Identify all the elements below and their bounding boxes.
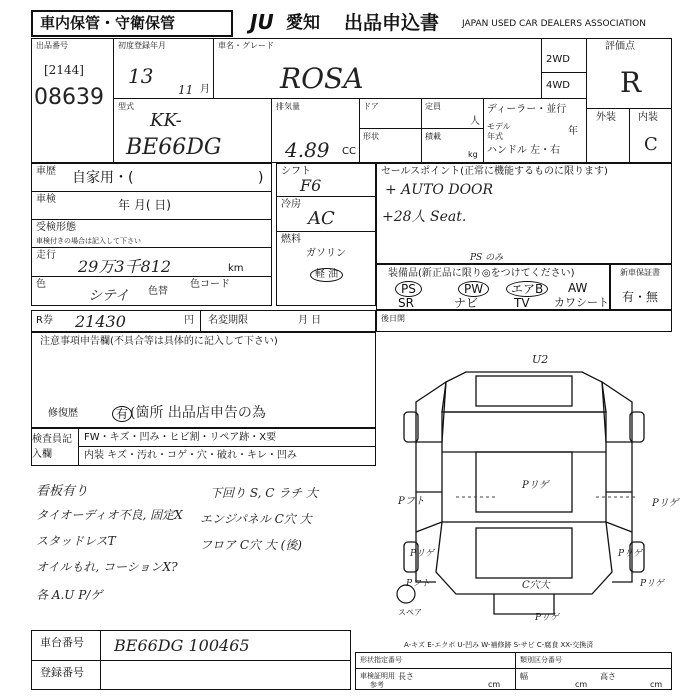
load-label: 積載: [425, 132, 441, 141]
warranty-label: 新車保証書: [620, 268, 660, 277]
equipment-airbag: エアB: [506, 281, 548, 297]
drive-4wd: 4WD: [546, 80, 570, 91]
inspection-value: 年 月( 日): [118, 198, 171, 212]
cm-1: cm: [488, 680, 501, 689]
model-year-label: モデル年式: [487, 122, 511, 141]
association-name: JAPAN USED CAR DEALERS ASSOCIATION: [462, 19, 646, 29]
equipment-label: 装備品(新正品に限り◎をつけてください): [388, 268, 575, 279]
history-value: 自家用・(: [72, 170, 134, 186]
recycle-fee-label: R券: [36, 315, 53, 326]
diagram-label-3: Pリゲ: [652, 498, 679, 509]
sales-point-1: + AUTO DOOR: [385, 182, 494, 198]
form-label-2: 類別区分番号: [520, 656, 562, 664]
diagram-label-7: Pフト: [406, 579, 431, 589]
exterior-label: 外装: [596, 112, 616, 123]
fuel-gasoline: ガソリン: [306, 248, 346, 259]
name-change-value: 月 日: [298, 315, 322, 326]
reg-label: 登録番号: [40, 666, 84, 679]
shape-label: 形状: [363, 132, 379, 141]
storage-title: 車内保管・守衛保管: [40, 14, 176, 32]
repair-note: (箇所 出品店申告の為: [130, 405, 266, 421]
color-change: 色替: [148, 286, 168, 297]
cert-label: 車検証明用: [360, 672, 395, 680]
history-grid: [31, 163, 272, 306]
equipment-aw: AW: [568, 281, 588, 295]
check-interior: 内装 キズ・汚れ・コゲ・穴・破れ・キレ・凹み: [84, 450, 297, 461]
cert-box: [355, 652, 672, 690]
model-prefix: KK-: [150, 110, 182, 131]
after-label: 後日開: [381, 314, 405, 323]
load-unit: kg: [468, 150, 478, 159]
diagram-label-8: Pリゲ: [640, 579, 664, 589]
mileage-value: 29万3千812: [78, 257, 172, 276]
ac-label: 冷房: [281, 199, 301, 210]
dealer-label: ディーラー・並行: [487, 104, 567, 115]
spare-label: スペア: [398, 608, 422, 617]
handwritten-note-3: スタッドレスT: [36, 534, 116, 548]
equipment-ps: PS: [395, 281, 422, 297]
length-label: 長さ: [398, 672, 414, 681]
car-name-label: 車名・グレード: [218, 41, 274, 50]
first-reg-year: 13: [128, 64, 154, 88]
equipment-seat: カワシート: [554, 296, 609, 309]
chassis-value: BE66DG 100465: [114, 636, 250, 655]
handwritten-note-5: 各 A.U P/ゲ: [36, 588, 103, 602]
equipment-navi: ナビ: [454, 296, 479, 310]
displacement-value: 4.89: [285, 138, 330, 162]
form-title: 出品申込書: [344, 12, 440, 34]
month-suffix: 月: [200, 84, 210, 95]
diagram-label-1: Pリゲ: [522, 480, 549, 491]
shift-value: F6: [300, 176, 322, 195]
color-label: 色: [36, 279, 46, 290]
diagram-label-9: Pリゲ: [535, 613, 559, 623]
warranty-value: 有・無: [622, 290, 659, 304]
cm-3: cm: [650, 680, 663, 689]
handle-label: ハンドル 左・右: [487, 145, 561, 156]
grade-value: R: [620, 66, 642, 99]
handwritten-note-1: 看板有り: [36, 484, 89, 499]
damage-legend: A-キズ E-エクボ U-凹み W-補修跡 S-サビ C-腐食 XX-交換済: [404, 641, 594, 649]
capacity-unit: 人: [470, 116, 480, 127]
displacement-unit: CC: [342, 146, 356, 157]
recycle-fee-value: 21430: [75, 312, 126, 331]
diagram-label-2: Pフト: [398, 496, 425, 507]
equipment-pw: PW: [458, 281, 489, 297]
listing-number-label: 出品番号: [36, 41, 68, 50]
sales-point-3: PS のみ: [470, 253, 504, 263]
fuel-label: 燃料: [281, 234, 301, 245]
width-label: 幅: [520, 672, 528, 681]
first-reg-label: 初度登録年月: [118, 41, 166, 50]
caution-label: 注意事項申告欄(不具合等は具体的に記入して下さい): [40, 336, 278, 347]
model-code: BE66DG: [126, 135, 222, 160]
first-reg-month: 11: [178, 83, 194, 97]
lot-small: [2144]: [44, 63, 84, 77]
interior-value: C: [644, 134, 658, 155]
history-close: ): [258, 170, 264, 186]
handwritten-note-7: エンジパネル C穴 大: [200, 512, 312, 526]
check-fw: FW・キズ・凹み・ヒビ割・リペア跡・X要: [84, 432, 277, 443]
capacity-label: 定員: [425, 102, 441, 111]
equipment-sr: SR: [398, 296, 414, 310]
sales-point-2: +28人 Seat.: [382, 209, 467, 225]
fuel-diesel: 軽 油: [310, 268, 343, 282]
recycle-label: 受検形態: [36, 222, 76, 233]
model-label: 型式: [118, 102, 134, 111]
ref-label: 参考: [370, 681, 384, 689]
shift-label: シフト: [281, 166, 311, 177]
equipment-tv: TV: [514, 296, 530, 310]
ac-value: AC: [308, 208, 335, 229]
mileage-unit: km: [228, 263, 244, 274]
ju-logo: JU: [250, 10, 274, 34]
form-label-1: 形状指定番号: [360, 656, 402, 664]
handwritten-note-6: 下回り S, C ラチ 大: [210, 486, 319, 500]
handwritten-note-8: フロア C穴 大 (後): [200, 538, 302, 552]
diagram-label-6: Pリゲ: [618, 549, 642, 559]
grade-label: 評価点: [605, 41, 635, 52]
height-label: 高さ: [600, 672, 616, 681]
repair-value: 有: [112, 406, 132, 422]
inspection-label: 車検: [36, 194, 56, 205]
inspector-label: 検査員記入欄: [32, 434, 72, 460]
handwritten-note-4: オイルもれ, コーションX?: [36, 560, 178, 574]
recycle-sub: 車検付きの場合は記入して下さい: [36, 237, 141, 245]
color-code-label: 色コード: [190, 279, 230, 290]
drive-2wd: 2WD: [546, 54, 570, 65]
diagram-label-5: C穴大: [522, 580, 550, 591]
displacement-label: 排気量: [276, 102, 300, 111]
cm-2: cm: [575, 680, 588, 689]
interior-label: 内装: [638, 112, 658, 123]
yen: 円: [184, 315, 194, 326]
door-label: ドア: [363, 102, 379, 111]
after-box: [376, 310, 672, 332]
sales-point-label: セールスポイント(正常に機能するものに限ります): [381, 166, 608, 177]
name-change-label: 名変期限: [208, 315, 248, 326]
diagram-top-label: U2: [532, 353, 549, 366]
car-name: ROSA: [280, 62, 364, 95]
year-suffix: 年: [568, 126, 578, 137]
color-value: シテイ: [88, 288, 130, 304]
history-label: 車歴: [36, 166, 56, 177]
diagram-label-4: Pリゲ: [410, 549, 434, 559]
chassis-label: 車台番号: [40, 636, 84, 649]
repair-label: 修復歴: [48, 408, 78, 419]
org-name: 愛知: [286, 13, 320, 33]
mileage-label: 走行: [36, 250, 56, 261]
handwritten-note-2: タイオーディオ不良, 固定X: [36, 508, 183, 522]
lot-number: 08639: [34, 85, 104, 110]
